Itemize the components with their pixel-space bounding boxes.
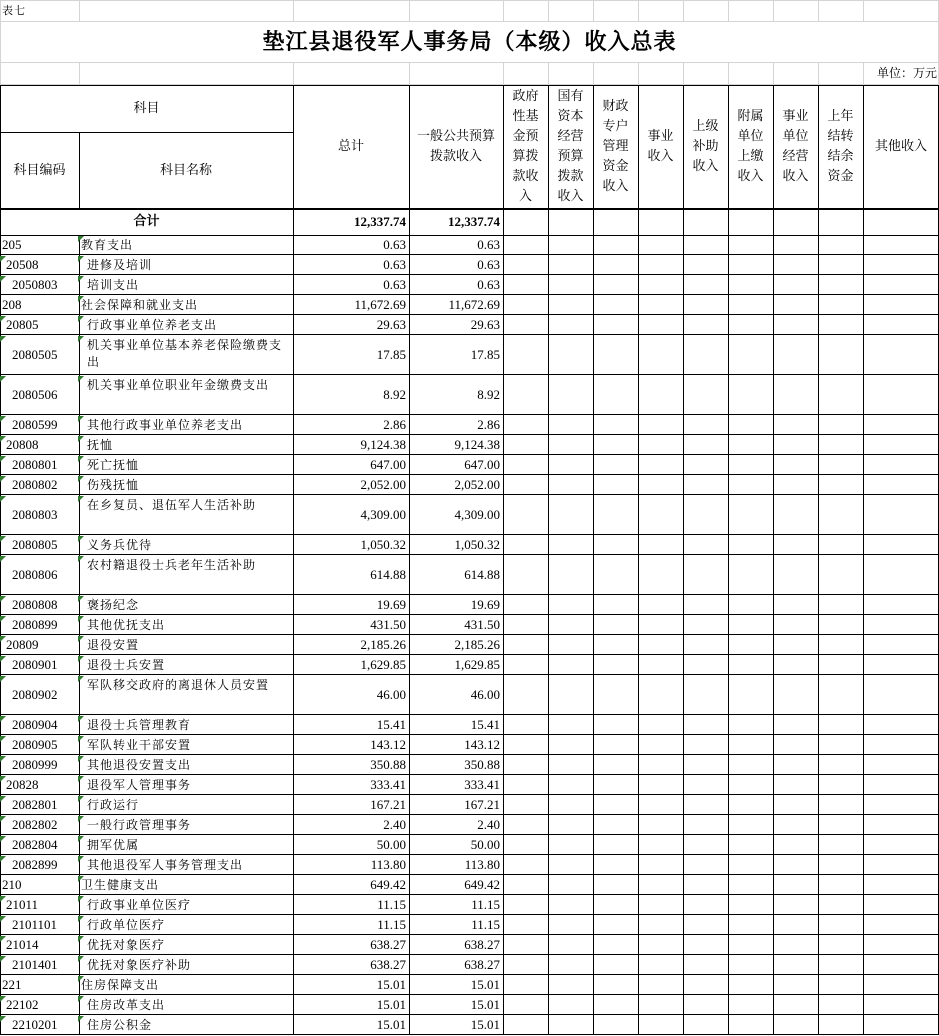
row-name: 其他行政事业单位养老支出 bbox=[87, 418, 244, 432]
header-business: 事业收入 bbox=[647, 129, 674, 164]
row-general-budget: 8.92 bbox=[477, 387, 500, 402]
cell-marker-icon bbox=[0, 456, 6, 462]
header-subject: 科目 bbox=[133, 100, 160, 116]
cell-marker-icon bbox=[78, 336, 84, 342]
cell-marker-icon bbox=[0, 756, 6, 762]
row-total: 614.88 bbox=[370, 567, 406, 582]
row-code: 2082802 bbox=[12, 817, 58, 832]
row-code: 2210201 bbox=[12, 1017, 58, 1032]
row-code: 2080506 bbox=[12, 387, 58, 402]
cell-marker-icon bbox=[0, 436, 6, 442]
row-general-budget: 167.21 bbox=[464, 797, 500, 812]
cell-marker-icon bbox=[78, 836, 84, 842]
row-general-budget: 614.88 bbox=[464, 567, 500, 582]
cell-marker-icon bbox=[0, 1016, 6, 1022]
cell-marker-icon bbox=[0, 776, 6, 782]
row-name: 教育支出 bbox=[81, 238, 134, 252]
row-total: 15.01 bbox=[376, 977, 406, 992]
row-general-budget: 11.15 bbox=[471, 897, 500, 912]
row-code: 2080905 bbox=[12, 737, 58, 752]
row-code: 2080805 bbox=[12, 537, 58, 552]
row-code: 2080806 bbox=[12, 567, 58, 582]
row-code: 20828 bbox=[6, 777, 39, 792]
cell-marker-icon bbox=[78, 636, 84, 642]
row-total: 11,672.69 bbox=[354, 297, 406, 312]
row-total: 350.88 bbox=[370, 757, 406, 772]
row-name: 培训支出 bbox=[87, 278, 140, 292]
row-general-budget: 113.80 bbox=[464, 857, 500, 872]
row-code: 2080901 bbox=[12, 657, 58, 672]
header-total: 总计 bbox=[337, 139, 364, 154]
row-general-budget: 1,050.32 bbox=[454, 537, 500, 552]
row-total: 431.50 bbox=[370, 617, 406, 632]
row-code: 221 bbox=[2, 977, 22, 992]
row-name: 军队转业干部安置 bbox=[87, 738, 192, 752]
row-total: 333.41 bbox=[370, 777, 406, 792]
row-name: 义务兵优待 bbox=[87, 538, 153, 552]
cell-marker-icon bbox=[0, 256, 6, 262]
row-general-budget: 11,672.69 bbox=[448, 297, 500, 312]
cell-marker-icon bbox=[0, 736, 6, 742]
row-general-budget: 9,124.38 bbox=[454, 437, 500, 452]
header-fiscal-special: 财政专户管理资金收入 bbox=[602, 99, 629, 194]
row-general-budget: 15.01 bbox=[470, 997, 500, 1012]
row-total: 19.69 bbox=[376, 597, 406, 612]
sheet-label: 表七 bbox=[2, 4, 26, 17]
row-name: 卫生健康支出 bbox=[81, 878, 160, 892]
total-row-total: 12,337.74 bbox=[354, 214, 406, 229]
row-total: 4,309.00 bbox=[360, 507, 406, 522]
row-name: 行政事业单位养老支出 bbox=[87, 318, 218, 332]
cell-marker-icon bbox=[0, 656, 6, 662]
cell-marker-icon bbox=[0, 896, 6, 902]
row-general-budget: 19.69 bbox=[470, 597, 500, 612]
cell-marker-icon bbox=[0, 836, 6, 842]
cell-marker-icon bbox=[0, 956, 6, 962]
row-code: 2080801 bbox=[12, 457, 58, 472]
row-total: 0.63 bbox=[383, 277, 406, 292]
cell-marker-icon bbox=[78, 796, 84, 802]
cell-marker-icon bbox=[78, 816, 84, 822]
cell-marker-icon bbox=[78, 256, 84, 262]
header-other: 其他收入 bbox=[874, 139, 927, 154]
cell-marker-icon bbox=[78, 556, 84, 562]
cell-marker-icon bbox=[78, 976, 84, 982]
row-total: 1,050.32 bbox=[360, 537, 406, 552]
row-total: 2,185.26 bbox=[360, 637, 406, 652]
header-code: 科目编码 bbox=[13, 162, 66, 178]
row-code: 2082804 bbox=[12, 837, 58, 852]
row-code: 208 bbox=[2, 297, 22, 312]
row-name: 其他退役军人事务管理支出 bbox=[87, 858, 244, 872]
row-code: 210 bbox=[2, 877, 22, 892]
cell-marker-icon bbox=[78, 936, 84, 942]
row-total: 17.85 bbox=[376, 347, 406, 362]
row-name: 优抚对象医疗补助 bbox=[87, 958, 192, 972]
cell-marker-icon bbox=[0, 416, 6, 422]
row-general-budget: 2,185.26 bbox=[454, 637, 500, 652]
cell-marker-icon bbox=[78, 276, 84, 282]
cell-marker-icon bbox=[78, 876, 84, 882]
cell-marker-icon bbox=[78, 1016, 84, 1022]
header-operating: 事业单位经营收入 bbox=[782, 109, 809, 184]
row-code: 2080802 bbox=[12, 477, 58, 492]
header-name: 科目名称 bbox=[159, 162, 212, 178]
row-name: 机关事业单位职业年金缴费支出 bbox=[87, 378, 270, 392]
row-total: 649.42 bbox=[370, 877, 406, 892]
cell-marker-icon bbox=[0, 616, 6, 622]
row-code: 20805 bbox=[6, 317, 39, 332]
header-affiliated: 附属单位上缴收入 bbox=[737, 109, 764, 184]
cell-marker-icon bbox=[0, 556, 6, 562]
row-code: 2080803 bbox=[12, 507, 58, 522]
row-general-budget: 0.63 bbox=[477, 237, 500, 252]
cell-marker-icon bbox=[78, 296, 84, 302]
cell-marker-icon bbox=[78, 316, 84, 322]
row-general-budget: 11.15 bbox=[471, 917, 500, 932]
row-code: 20809 bbox=[6, 637, 39, 652]
row-code: 2050803 bbox=[12, 277, 58, 292]
row-code: 2101101 bbox=[12, 917, 58, 932]
row-total: 1,629.85 bbox=[360, 657, 406, 672]
header-general-budget: 一般公共预算拨款收入 bbox=[416, 129, 495, 164]
cell-marker-icon bbox=[78, 456, 84, 462]
row-total: 113.80 bbox=[370, 857, 406, 872]
cell-marker-icon bbox=[78, 716, 84, 722]
row-total: 2.86 bbox=[383, 417, 406, 432]
row-name: 退役军人管理事务 bbox=[87, 778, 192, 792]
row-name: 在乡复员、退伍军人生活补助 bbox=[87, 498, 257, 512]
row-name: 退役士兵安置 bbox=[87, 658, 166, 672]
row-name: 退役士兵管理教育 bbox=[87, 718, 192, 732]
cell-marker-icon bbox=[0, 476, 6, 482]
row-total: 647.00 bbox=[370, 457, 406, 472]
row-name: 住房保障支出 bbox=[81, 978, 160, 992]
row-code: 2080808 bbox=[12, 597, 58, 612]
row-name: 行政运行 bbox=[87, 798, 140, 812]
cell-marker-icon bbox=[78, 656, 84, 662]
cell-marker-icon bbox=[0, 856, 6, 862]
row-general-budget: 431.50 bbox=[464, 617, 500, 632]
cell-marker-icon bbox=[78, 416, 84, 422]
row-general-budget: 50.00 bbox=[470, 837, 500, 852]
row-general-budget: 2,052.00 bbox=[454, 477, 500, 492]
page-title: 垫江县退役军人事务局（本级）收入总表 bbox=[262, 29, 677, 55]
cell-marker-icon bbox=[78, 756, 84, 762]
row-total: 2.40 bbox=[383, 817, 406, 832]
row-name: 农村籍退役士兵老年生活补助 bbox=[87, 558, 257, 572]
cell-marker-icon bbox=[0, 816, 6, 822]
header-superior-subsidy: 上级补助收入 bbox=[692, 119, 719, 174]
row-general-budget: 143.12 bbox=[464, 737, 500, 752]
row-total: 11.15 bbox=[377, 917, 406, 932]
row-total: 46.00 bbox=[376, 687, 406, 702]
cell-marker-icon bbox=[0, 336, 6, 342]
cell-marker-icon bbox=[78, 616, 84, 622]
cell-marker-icon bbox=[78, 536, 84, 542]
cell-marker-icon bbox=[0, 536, 6, 542]
row-name: 拥军优属 bbox=[87, 838, 140, 852]
row-code: 205 bbox=[2, 237, 22, 252]
cell-marker-icon bbox=[0, 596, 6, 602]
row-general-budget: 4,309.00 bbox=[454, 507, 500, 522]
cell-marker-icon bbox=[78, 736, 84, 742]
row-code: 2101401 bbox=[12, 957, 58, 972]
row-general-budget: 29.63 bbox=[470, 317, 500, 332]
row-code: 2080599 bbox=[12, 417, 58, 432]
row-total: 29.63 bbox=[376, 317, 406, 332]
row-name: 住房公积金 bbox=[87, 1018, 153, 1032]
row-total: 2,052.00 bbox=[360, 477, 406, 492]
row-total: 8.92 bbox=[383, 387, 406, 402]
row-total: 11.15 bbox=[377, 897, 406, 912]
unit-label: 单位：万元 bbox=[876, 66, 937, 80]
row-name: 抚恤 bbox=[87, 438, 114, 452]
row-name: 机关事业单位基本养老保险缴费支出 bbox=[87, 338, 283, 369]
row-general-budget: 350.88 bbox=[464, 757, 500, 772]
cell-marker-icon bbox=[0, 996, 6, 1002]
header-state-capital: 国有资本经营预算拨款收入 bbox=[557, 89, 584, 204]
cell-marker-icon bbox=[0, 716, 6, 722]
row-code: 2080899 bbox=[12, 617, 58, 632]
row-total: 143.12 bbox=[370, 737, 406, 752]
cell-marker-icon bbox=[78, 476, 84, 482]
cell-marker-icon bbox=[0, 276, 6, 282]
row-name: 一般行政管理事务 bbox=[87, 818, 192, 832]
cell-marker-icon bbox=[78, 676, 84, 682]
header-gov-fund: 政府性基金预算拨款收入 bbox=[512, 89, 539, 204]
cell-marker-icon bbox=[78, 916, 84, 922]
cell-marker-icon bbox=[0, 676, 6, 682]
row-code: 2080902 bbox=[12, 687, 58, 702]
cell-marker-icon bbox=[78, 376, 84, 382]
cell-marker-icon bbox=[0, 796, 6, 802]
row-total: 638.27 bbox=[370, 937, 406, 952]
row-name: 褒扬纪念 bbox=[87, 598, 140, 612]
row-code: 2082801 bbox=[12, 797, 58, 812]
row-general-budget: 2.40 bbox=[477, 817, 500, 832]
row-general-budget: 2.86 bbox=[477, 417, 500, 432]
row-total: 638.27 bbox=[370, 957, 406, 972]
cell-marker-icon bbox=[78, 496, 84, 502]
row-total: 167.21 bbox=[370, 797, 406, 812]
row-total: 15.01 bbox=[376, 1017, 406, 1032]
row-total: 15.01 bbox=[376, 997, 406, 1012]
row-general-budget: 15.41 bbox=[470, 717, 500, 732]
row-name: 行政事业单位医疗 bbox=[87, 898, 192, 912]
cell-marker-icon bbox=[0, 496, 6, 502]
row-general-budget: 0.63 bbox=[477, 277, 500, 292]
cell-marker-icon bbox=[0, 936, 6, 942]
row-code: 2082899 bbox=[12, 857, 58, 872]
row-general-budget: 15.01 bbox=[470, 977, 500, 992]
cell-marker-icon bbox=[0, 916, 6, 922]
row-total: 0.63 bbox=[383, 257, 406, 272]
total-row-label: 合计 bbox=[133, 214, 160, 229]
row-general-budget: 647.00 bbox=[464, 457, 500, 472]
row-name: 其他优抚支出 bbox=[87, 618, 166, 632]
row-general-budget: 17.85 bbox=[470, 347, 500, 362]
cell-marker-icon bbox=[78, 236, 84, 242]
cell-marker-icon bbox=[0, 636, 6, 642]
cell-marker-icon bbox=[0, 376, 6, 382]
header-carryover: 上年结转结余资金 bbox=[827, 109, 854, 184]
row-code: 22102 bbox=[6, 997, 39, 1012]
row-code: 2080505 bbox=[12, 347, 58, 362]
cell-marker-icon bbox=[78, 776, 84, 782]
row-general-budget: 649.42 bbox=[464, 877, 500, 892]
cell-marker-icon bbox=[0, 316, 6, 322]
row-code: 2080904 bbox=[12, 717, 58, 732]
cell-marker-icon bbox=[78, 896, 84, 902]
row-code: 2080999 bbox=[12, 757, 58, 772]
row-name: 其他退役安置支出 bbox=[87, 758, 192, 772]
row-general-budget: 333.41 bbox=[464, 777, 500, 792]
row-name: 退役安置 bbox=[87, 638, 140, 652]
row-name: 住房改革支出 bbox=[87, 998, 166, 1012]
row-code: 20508 bbox=[6, 257, 39, 272]
cell-marker-icon bbox=[78, 436, 84, 442]
row-total: 9,124.38 bbox=[360, 437, 406, 452]
row-general-budget: 638.27 bbox=[464, 937, 500, 952]
row-name: 死亡抚恤 bbox=[87, 458, 140, 472]
row-name: 军队移交政府的离退休人员安置 bbox=[87, 678, 270, 692]
row-name: 优抚对象医疗 bbox=[87, 938, 166, 952]
row-code: 21014 bbox=[6, 937, 39, 952]
row-name: 行政单位医疗 bbox=[87, 918, 166, 932]
row-name: 进修及培训 bbox=[87, 258, 153, 272]
row-general-budget: 638.27 bbox=[464, 957, 500, 972]
row-name: 社会保障和就业支出 bbox=[81, 298, 199, 312]
row-general-budget: 46.00 bbox=[470, 687, 500, 702]
row-total: 50.00 bbox=[376, 837, 406, 852]
cell-marker-icon bbox=[78, 996, 84, 1002]
row-total: 0.63 bbox=[383, 237, 406, 252]
row-general-budget: 15.01 bbox=[470, 1017, 500, 1032]
row-name: 伤残抚恤 bbox=[87, 478, 140, 492]
cell-marker-icon bbox=[78, 956, 84, 962]
row-general-budget: 1,629.85 bbox=[454, 657, 500, 672]
total-row-general: 12,337.74 bbox=[448, 214, 500, 229]
cell-marker-icon bbox=[78, 596, 84, 602]
row-code: 21011 bbox=[6, 897, 39, 912]
row-total: 15.41 bbox=[376, 717, 406, 732]
row-code: 20808 bbox=[6, 437, 39, 452]
cell-marker-icon bbox=[78, 856, 84, 862]
row-general-budget: 0.63 bbox=[477, 257, 500, 272]
